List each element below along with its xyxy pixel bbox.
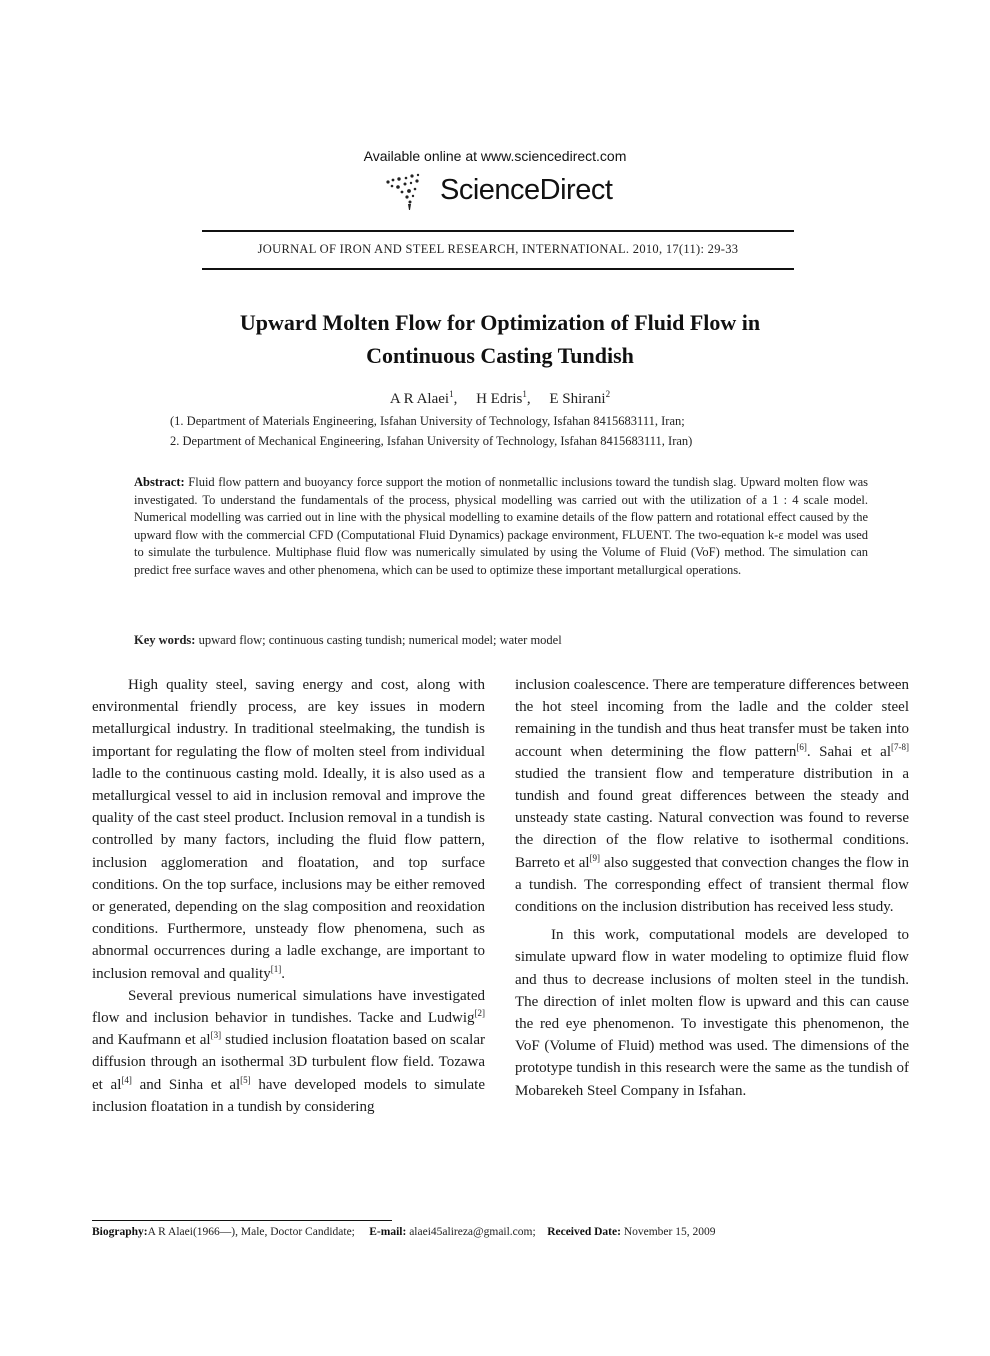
abstract-block <box>134 474 868 580</box>
keywords-label: Key words: <box>134 633 196 647</box>
footnote <box>92 1226 912 1238</box>
received-label: Received Date: <box>547 1226 621 1238</box>
body-text: studied inclusion floatation based on scalar diffusion through an isothermal 3D turbulent flow field. Tozawa et al <box>92 1032 486 1093</box>
citation-ref: [1] <box>270 963 282 974</box>
email-label: E-mail: <box>369 1226 407 1238</box>
sciencedirect-emblem-icon <box>380 170 438 212</box>
journal-bottom-rule <box>202 268 794 270</box>
journal-citation: JOURNAL OF IRON AND STEEL RESEARCH, INTERNATIONAL. 2010, 17(11): 29-33 <box>257 242 739 256</box>
body-text: . Sahai et al <box>806 743 891 760</box>
email-text: alaei45alireza@gmail.com; <box>409 1226 536 1238</box>
available-online-text: Available online at www.sciencedirect.com <box>363 148 627 164</box>
title-line-2: Continuous Casting Tundish <box>366 343 634 368</box>
article-title <box>0 306 990 372</box>
author-affil-mark: 1 <box>522 389 527 399</box>
body-column-right <box>515 674 909 1102</box>
body-text: studied the transient flow and temperature distribution in a tundish and found great differences between the steady and unsteady state casting. Natural convection was found to reverse the direction of the flow relative to isothermal conditions. Barreto et al <box>515 765 909 871</box>
received-text: November 15, 2009 <box>623 1226 716 1238</box>
keywords-text: upward flow; continuous casting tundish; numerical model; water model <box>198 633 562 647</box>
author-affil-mark: 1 <box>449 389 454 399</box>
body-text: and Kaufmann et al <box>92 1032 211 1049</box>
citation-ref: [4] <box>121 1074 132 1085</box>
journal-top-rule <box>202 230 794 232</box>
biography-text: A R Alaei(1966—), Male, Doctor Candidate; <box>147 1226 355 1238</box>
author-name: H Edris <box>476 391 523 407</box>
footnote-rule <box>92 1220 392 1221</box>
keywords-block <box>134 633 868 648</box>
abstract-label: Abstract: <box>134 475 185 489</box>
biography-label: Biography: <box>92 1226 148 1238</box>
citation-ref: [7-8] <box>891 741 909 752</box>
abstract-text: Fluid flow pattern and buoyancy force support the motion of nonmetallic inclusions toward the tundish slag. Upward molten flow was investigated. To understand the fundamentals of the process, physical modelling was carried out with the utilization of a 1 : 4 scale model. Numerical modelling was carried out in line with the physical modelling to examine details of the flow pattern and rotational effect caused by the upward flow with the commercial CFD (Computational Fluid Dynamics) package environment, FLUENT. The two-equation k-ε model was used to simulate the turbulence. Multiphase fluid flow was numerically simulated by using the Volume of Fluid (VoF) method. The simulation can predict free surface waves and other phenomena, which can be used to optimize these important metallurgical operations. <box>134 475 869 577</box>
body-paragraph-2-continued: inclusion coalescence. There are temperature differences between the hot steel incoming from the ladle and the colder steel remaining in the tundish and thus heat transfer must be taken into account when determining the flow pattern[6]. Sahai et al[7-8] studied the transient flow and temperature distribution in a tundish and found great differences between the steady and unsteady state casting. Natural convection was found to reverse the direction of the flow relative to isothermal conditions. Barreto et al[9] also suggested that convection changes the flow in a tundish. The corresponding effect of transient thermal flow conditions on the inclusion distribution has received less study. <box>515 677 910 916</box>
author-affil-mark: 2 <box>605 389 611 399</box>
affiliation-2: 2. Department of Mechanical Engineering, Isfahan University of Technology, Isfahan 8415683111, Iran) <box>170 434 693 448</box>
body-text: Several previous numerical simulations have investigated flow and inclusion behavior in tundishes. Tacke and Ludwig <box>92 987 485 1027</box>
citation-ref: [6] <box>796 741 807 752</box>
citation-ref: [3] <box>210 1030 222 1041</box>
sciencedirect-brand: ScienceDirect <box>440 174 613 206</box>
body-paragraph-3: In this work, computational models are developed to simulate upward flow in water modeling to optimize fluid flow and thus to decrease inclusions of molten steel in the tundish. The direction of inlet molten flow is upward and this can cause the red eye phenomenon. To investigate this phenomenon, the VoF (Volume of Fluid) method was used. The dimensions of the prototype tundish in this research were the same as the tundish of Mobarekeh Steel Company in Isfahan. <box>515 927 909 1099</box>
body-paragraph-2: Several previous numerical simulations have investigated flow and inclusion behavior in tundishes. Tacke and Ludwig[2] and Kaufmann et al[3] studied inclusion floatation based on scalar diffusion through an isothermal 3D turbulent flow field. Tozawa et al[4] and Sinha et al[5] have developed models to simulate inclusion floatation in a tundish by considering <box>92 987 486 1115</box>
body-text: High quality steel, saving energy and cost, along with environmental friendly process, are key issues in modern metallurgical industry. In traditional steelmaking, the tundish is important for regulating the flow of molten steel from individual ladle to the continuous casting mold. Ideally, it is also used as a metallurgical vessel to aid in inclusion removal and improve the quality of the cast steel product. Inclusion removal in a tundish is controlled by many factors, including the fluid flow pattern, inclusion agglomeration and floatation, and top surface conditions. On the top surface, inclusions may be either removed or generated, depending on the slag composition and reoxidation conditions. Furthermore, unsteady flow phenomena, such as abnormal occurrences during a ladle exchange, are important to inclusion removal and quality <box>92 677 485 982</box>
citation-ref: [2] <box>474 1008 485 1019</box>
citation-ref: [9] <box>589 852 601 863</box>
author-name: E Shirani <box>549 391 606 407</box>
author-list: A R Alaei$^1$, H Edris$^1$, E Shirani$^2$ <box>389 389 611 407</box>
title-line-1: Upward Molten Flow for Optimization of Fluid Flow in <box>239 310 761 335</box>
citation-ref: [5] <box>240 1074 251 1085</box>
author-name: A R Alaei <box>389 391 450 407</box>
body-column-left <box>92 674 485 1118</box>
body-paragraph-1 <box>92 674 485 985</box>
affiliation-1: (1. Department of Materials Engineering, Isfahan University of Technology, Isfahan 8415683111, Iran; <box>170 414 685 428</box>
body-text: and Sinha et al <box>131 1076 241 1093</box>
body-text: also suggested that convection changes the flow in a tundish. The corresponding effect of transient thermal flow conditions on the inclusion distribution has received less study. <box>515 854 910 916</box>
sciencedirect-logo <box>380 170 640 214</box>
body-text: . <box>281 965 285 982</box>
